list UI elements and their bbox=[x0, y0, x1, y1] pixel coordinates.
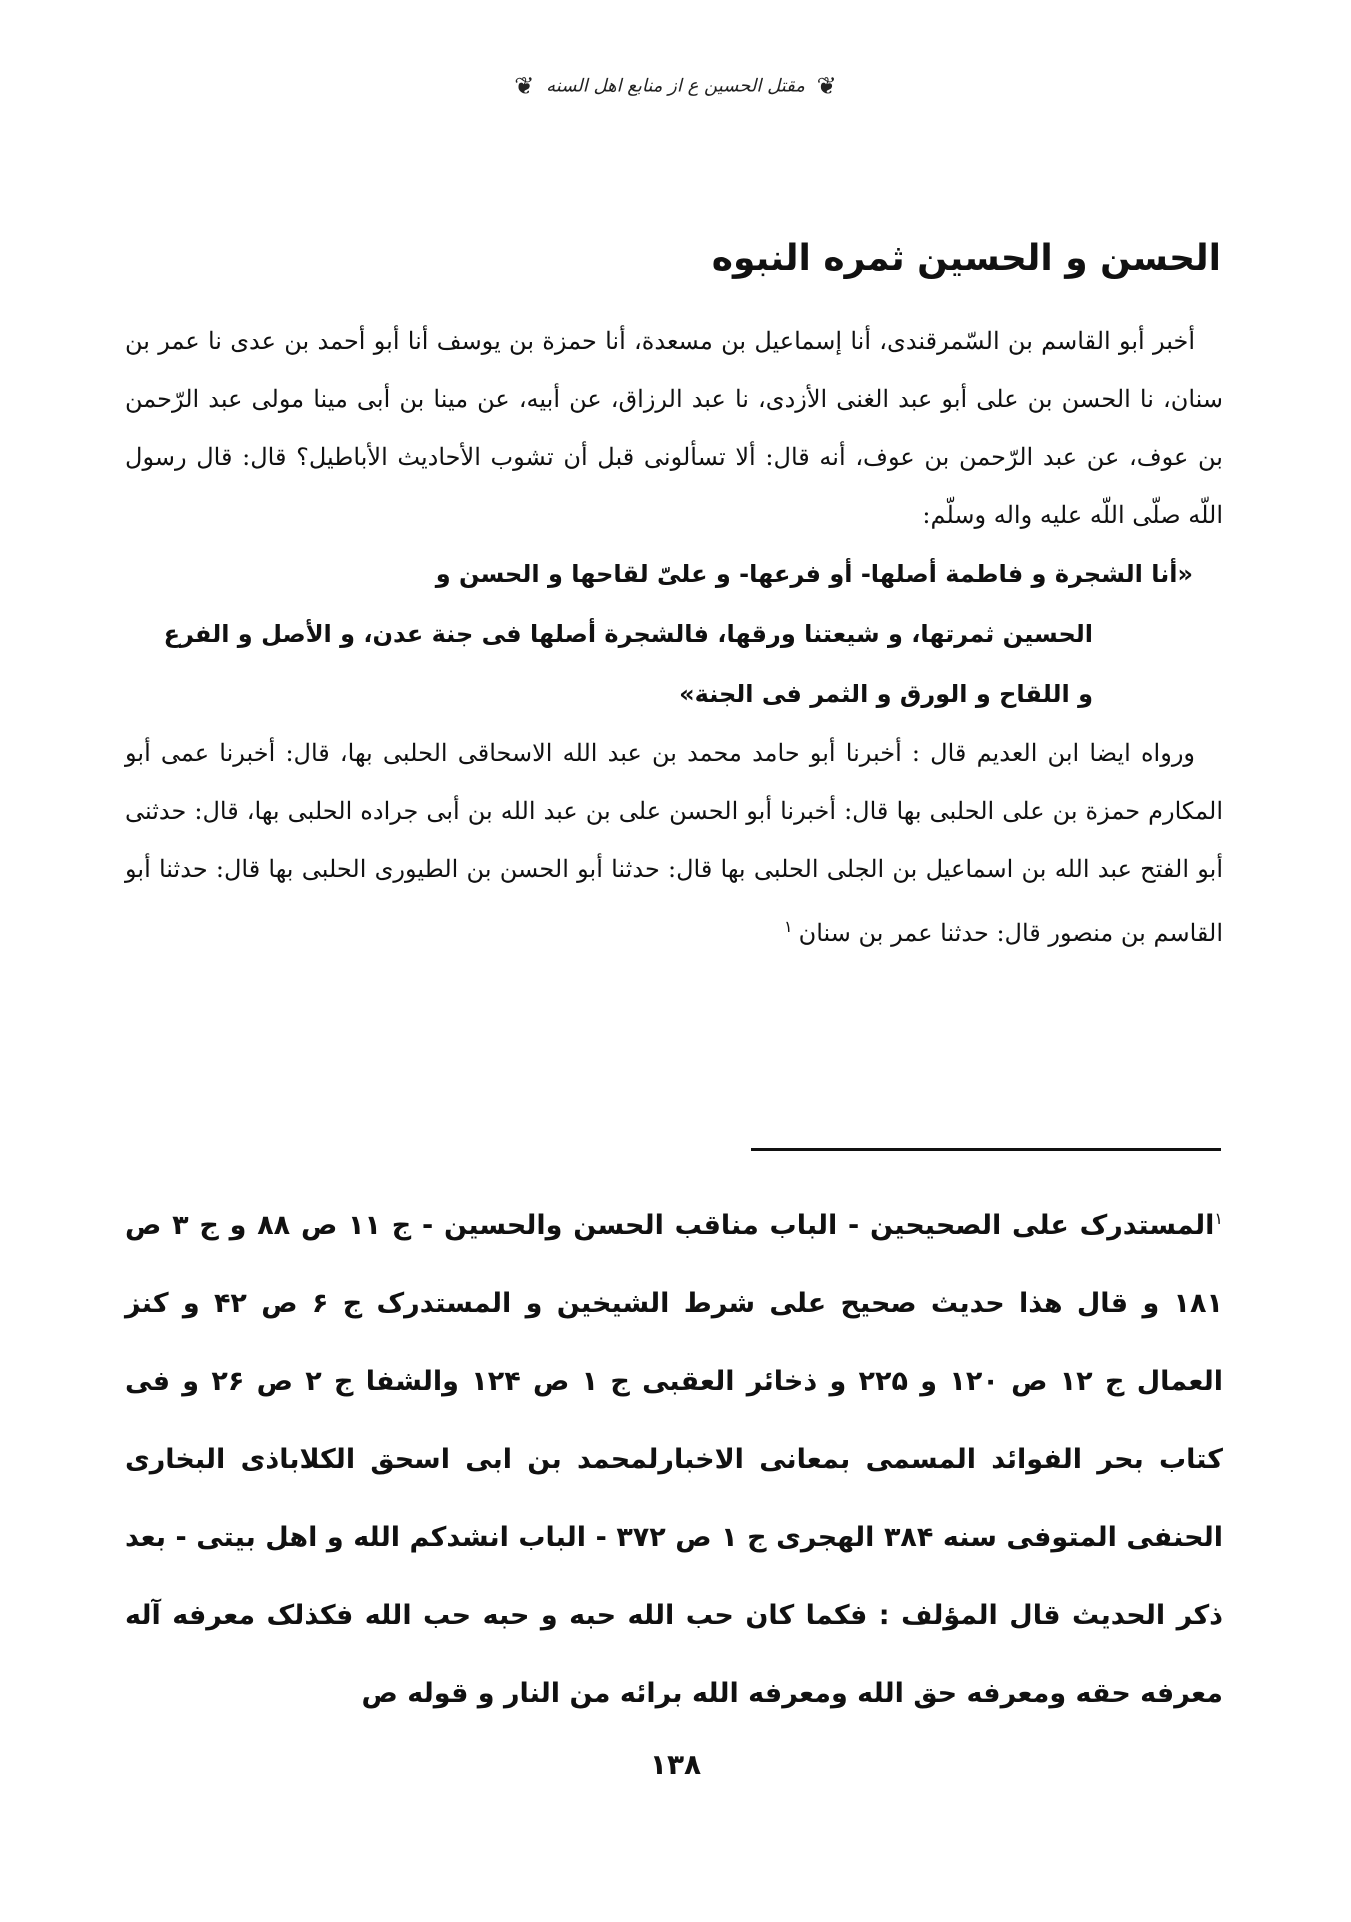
footnote-text: المستدرک علی الصحیحین - الباب مناقب الحسن والحسين - ج ١١ ص ٨٨ و ج ٣ ص ١٨١ و قال هذا حديث صحيح على شرط الشيخين و المستدرک ج ۶ ص ۴٢ و كنز العمال ج ١٢ ص ١٢٠ و ٢٢۵ و ذخائر العقبى ج ١ ص ١٢۴ والشفا ج ٢ ص ٢۶ و فى كتاب بحر الفوائد المسمى بمعانى الاخبارلمحمد بن ابى اسحق الكلاباذى البخارى الحنفى المتوفى سنه ٣٨۴ الهجرى ج ١ ص ٣٧٢ - الباب انشدكم الله و اهل بيتى - بعد ذكر الحديث قال المؤلف : فكما كان حب الله حبه و حبه حب الله فكذلک معرفه آله معرفه حقه ومعرفه حق الله ومعرفه الله برائه من النار و قوله ص bbox=[125, 1210, 1223, 1709]
footnote-divider bbox=[751, 1148, 1221, 1151]
body-paragraph-2 bbox=[125, 724, 1223, 962]
body-paragraph-2-text: ورواه ايضا ابن العديم قال : أخبرنا أبو حامد محمد بن عبد الله الاسحاقى الحلبى بها، قال: أخبرنا عمى أبو المكارم حمزة بن على الحلبى بها قال: أخبرنا أبو الحسن على بن عبد الله بن أبى جراده الحلبى بها، قال: حدثنى أبو الفتح عبد الله بن اسماعيل بن الجلى الحلبى بها قال: حدثنا أبو الحسن بن الطيورى الحلبى بها قال: حدثنا أبو القاسم بن منصور قال: حدثنا عمر بن سنان bbox=[125, 739, 1223, 947]
quote-line-3: و اللقاح و الورق و الثمر فى الجنة» bbox=[679, 680, 1093, 708]
running-header-title: مقتل الحسين ع از منابع اهل السنه bbox=[546, 75, 805, 97]
body-paragraph-1: أخبر أبو القاسم بن السّمرقندى، أنا إسماعيل بن مسعدة، أنا حمزة بن يوسف أنا أبو أحمد بن عدى نا عمر بن سنان، نا الحسن بن على أبو عبد الغنى الأزدى، نا عبد الرزاق، عن أبيه، عن مينا بن أبى مينا مولى عبد الرّحمن بن عوف، عن عبد الرّحمن بن عوف، أنه قال: ألا تسألونى قبل أن تشوب الأحاديث الأباطيل؟ قال: قال رسول اللّه صلّى اللّه عليه واله وسلّم: bbox=[125, 327, 1223, 529]
quote-line-2: الحسين ثمرتها، و شيعتنا ورقها، فالشجرة أصلها فى جنة عدن، و الأصل و الفرع bbox=[163, 620, 1093, 648]
quote-line-1: «أنا الشجرة و فاطمة أصلها- أو فرعها- و علىّ لقاحها و الحسن و bbox=[435, 560, 1193, 588]
footnote-mark: ١ bbox=[1214, 1209, 1223, 1228]
section-heading: الحسن و الحسين ثمره النبوه bbox=[711, 238, 1221, 279]
footnote bbox=[125, 1180, 1223, 1733]
running-header bbox=[0, 72, 1351, 100]
ornament-right-icon: ❦ bbox=[816, 72, 837, 100]
footnote-reference[interactable]: ١ bbox=[783, 917, 793, 936]
ornament-left-icon: ❦ bbox=[514, 72, 535, 100]
page-number: ١٣٨ bbox=[649, 1748, 702, 1781]
body-text bbox=[125, 312, 1223, 962]
hadith-quote bbox=[125, 544, 1223, 724]
